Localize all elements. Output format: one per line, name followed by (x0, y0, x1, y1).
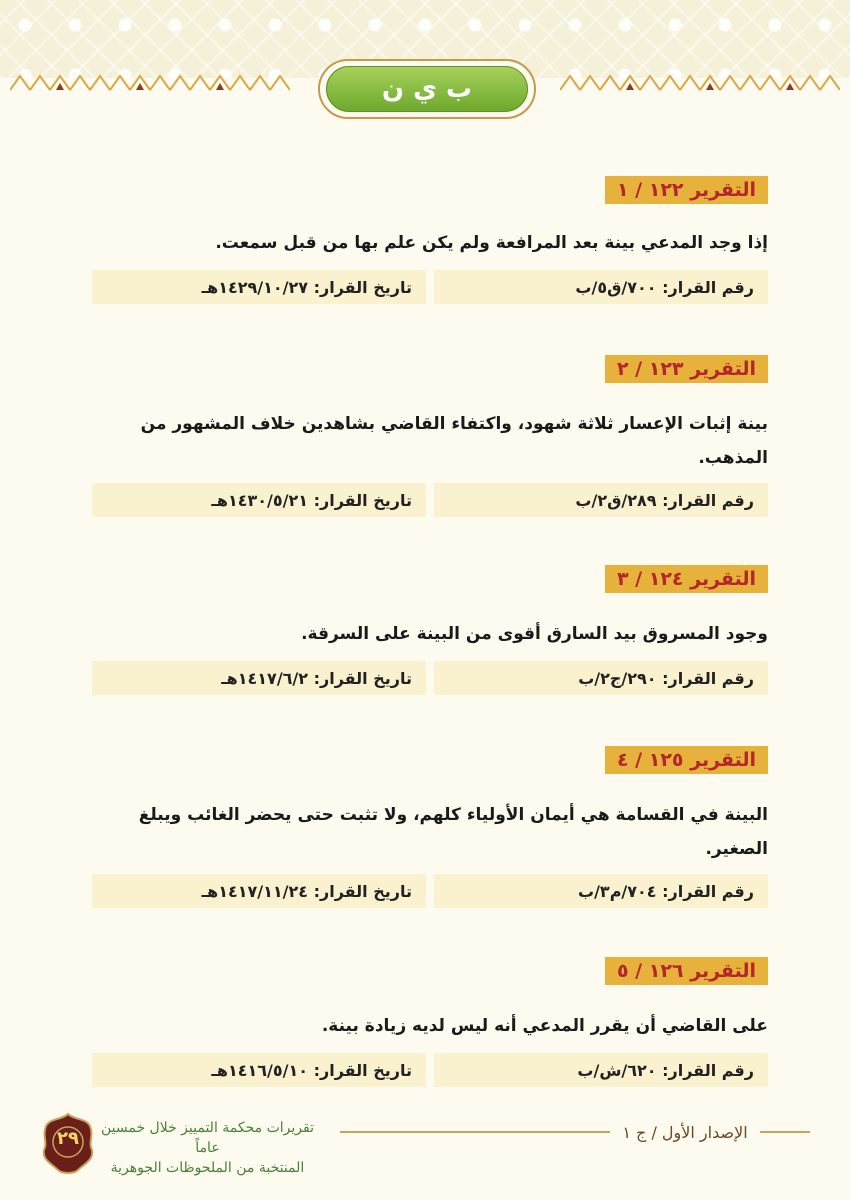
decorative-triangles-left (10, 72, 290, 92)
decorative-triangles-right (560, 72, 840, 92)
report-text: إذا وجد المدعي بينة بعد المرافعة ولم يكن علم بها من قبل سمعت. (215, 233, 768, 253)
decision-info-row (92, 661, 768, 695)
decision-number: رقم القرار: ٦٢٠/ش/ب (434, 1053, 768, 1087)
decision-info-row (92, 483, 768, 517)
report-text: بينة إثبات الإعسار ثلاثة شهود، واكتفاء القاضي بشاهدين خلاف المشهور من المذهب. (140, 414, 768, 468)
book-title-line1: تقريرات محكمة التمييز خلال خمسين عاماً (100, 1120, 314, 1156)
report-header: التقرير ١٢٣ / ٢ (605, 355, 768, 383)
section-title-inner (326, 66, 528, 112)
decision-date: تاريخ القرار: ١٤١٧/١١/٢٤هـ (92, 874, 426, 908)
decision-date: تاريخ القرار: ١٤١٦/٥/١٠هـ (92, 1053, 426, 1087)
report-header: التقرير ١٢٦ / ٥ (605, 957, 768, 985)
decision-number: رقم القرار: ٧٠٤/م٣/ب (434, 874, 768, 908)
decision-number: رقم القرار: ٢٩٠/ج٢/ب (434, 661, 768, 695)
footer-divider (760, 1131, 810, 1133)
decision-info-row (92, 270, 768, 304)
decision-number: رقم القرار: ٧٠٠/ق٥/ب (434, 270, 768, 304)
report-header: التقرير ١٢٥ / ٤ (605, 746, 768, 774)
footer-divider (340, 1131, 610, 1133)
report-text: البينة في القسامة هي أيمان الأولياء كلهم، ولا تثبت حتى يحضر الغائب ويبلغ الصغير. (138, 805, 768, 859)
decision-info-row (92, 874, 768, 908)
report-text: وجود المسروق بيد السارق أقوى من البينة على السرقة. (301, 624, 768, 644)
decision-date: تاريخ القرار: ١٤٢٩/١٠/٢٧هـ (92, 270, 426, 304)
section-title: ب ي ن (381, 74, 473, 104)
decision-number: رقم القرار: ٢٨٩/ق٢/ب (434, 483, 768, 517)
report-header: التقرير ١٢٤ / ٣ (605, 565, 768, 593)
section-title-badge (318, 59, 536, 119)
book-title-line2: المنتخبة من الملحوظات الجوهرية (110, 1160, 305, 1176)
volume-label: الإصدار الأول / ج ١ (622, 1122, 748, 1142)
page-number: ٢٩ (57, 1128, 79, 1149)
book-title (100, 1118, 315, 1178)
decision-info-row (92, 1053, 768, 1087)
report-header: التقرير ١٢٢ / ١ (605, 176, 768, 204)
decision-date: تاريخ القرار: ١٤١٧/٦/٢هـ (92, 661, 426, 695)
decision-date: تاريخ القرار: ١٤٣٠/٥/٢١هـ (92, 483, 426, 517)
report-text: على القاضي أن يقرر المدعي أنه ليس لديه زيادة بينة. (321, 1016, 768, 1036)
